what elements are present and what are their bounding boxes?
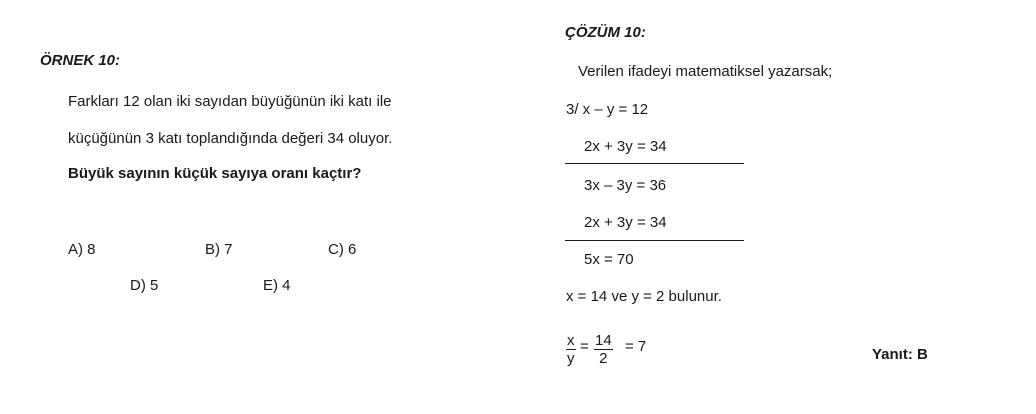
fraction-14-over-2 — [594, 332, 613, 367]
fraction-numerator: 14 — [595, 332, 612, 349]
sum-line-2 — [565, 240, 744, 241]
solution-intro: Verilen ifadeyi matematiksel yazarsak; — [578, 63, 833, 80]
fraction-numerator: x — [567, 332, 575, 349]
option-c: C) 6 — [328, 241, 357, 258]
fraction-denominator: 2 — [599, 350, 608, 367]
option-e: E) 4 — [263, 277, 291, 294]
equation-4: 2x + 3y = 34 — [584, 214, 667, 231]
problem-line-1: Farkları 12 olan iki sayıdan büyüğünün iki katı ile — [68, 93, 392, 110]
ratio-result: = 7 — [625, 338, 647, 355]
equation-5: 5x = 70 — [584, 251, 634, 268]
option-b: B) 7 — [205, 241, 233, 258]
fraction-x-over-y — [566, 332, 576, 367]
equation-2: 2x + 3y = 34 — [584, 138, 667, 155]
equation-1: 3/ x – y = 12 — [566, 101, 649, 118]
option-a: A) 8 — [68, 241, 96, 258]
example-heading: ÖRNEK 10: — [40, 52, 121, 69]
equation-3: 3x – 3y = 36 — [584, 177, 667, 194]
ratio-equals-sign: = — [580, 338, 589, 355]
fraction-denominator: y — [567, 350, 575, 367]
solution-heading: ÇÖZÜM 10: — [565, 24, 646, 41]
answer-label: Yanıt: B — [872, 346, 928, 363]
sum-line-1 — [565, 163, 744, 164]
result-line: x = 14 ve y = 2 bulunur. — [566, 288, 722, 305]
option-d: D) 5 — [130, 277, 159, 294]
problem-line-2: küçüğünün 3 katı toplandığında değeri 34 oluyor. — [68, 130, 393, 147]
problem-question: Büyük sayının küçük sayıya oranı kaçtır? — [68, 165, 362, 182]
